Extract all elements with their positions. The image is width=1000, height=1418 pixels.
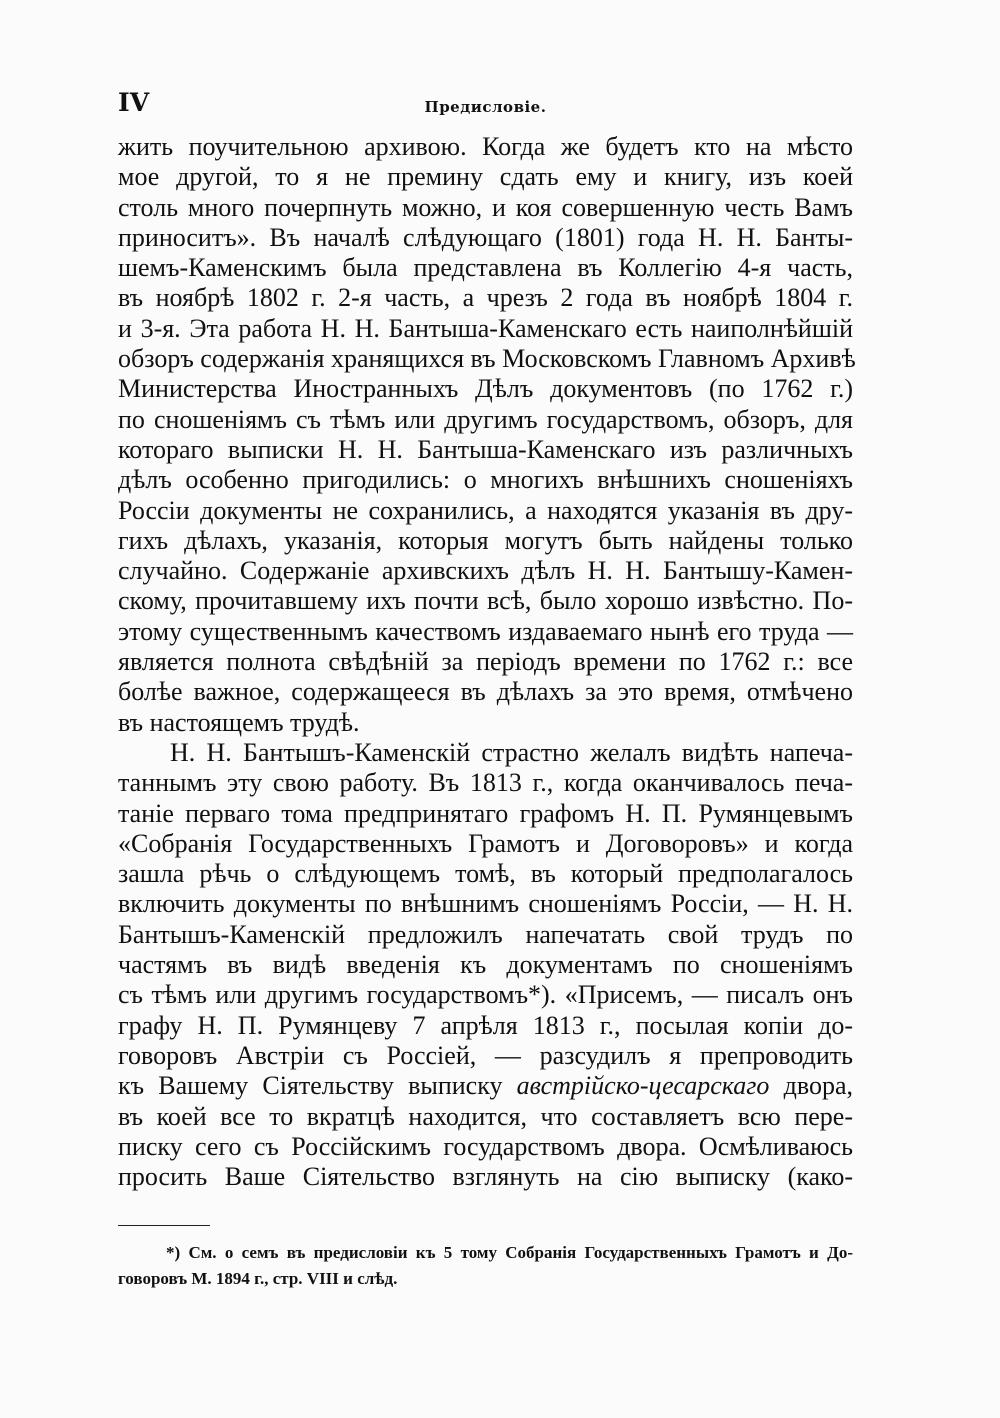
- body-text: [118, 132, 856, 1192]
- text-segment: двора,: [769, 1071, 853, 1101]
- text-line: приноситъ». Въ началѣ слѣдующаго (1801) года Н. Н. Банты-: [118, 222, 853, 252]
- text-line: столь много почерпнуть можно, и коя совершенную честь Вамъ: [118, 192, 853, 222]
- text-line: просить Ваше Сіятельство взглянуть на сію выписку (како-: [118, 1162, 853, 1192]
- text-line: болѣе важное, содержащееся въ дѣлахъ за это время, отмѣчено: [118, 677, 853, 707]
- text-line: «Собранія Государственныхъ Грамотъ и Договоровъ» и когда: [118, 828, 853, 858]
- text-line: зашла рѣчь о слѣдующемъ томѣ, въ который предполагалось: [118, 859, 853, 889]
- text-segment: къ Вашему Сіятельству выписку: [118, 1071, 517, 1101]
- text-line: по сношеніямъ съ тѣмъ или другимъ государствомъ, обзоръ, для: [118, 404, 853, 434]
- footnote-line: говоровъ М. 1894 г., стр. VIII и слѣд.: [118, 1269, 398, 1288]
- text-line: является полнота свѣдѣній за періодъ времени по 1762 г.: все: [118, 647, 853, 677]
- page-number: IV: [118, 88, 150, 117]
- running-title: Предисловіе.: [424, 98, 547, 116]
- text-line: котораго выписки Н. Н. Бантыша-Каменскаго изъ различныхъ: [118, 434, 853, 464]
- text-line: жить поучительною архивою. Когда же будетъ кто на мѣсто: [118, 132, 853, 161]
- footnote-line: *) См. о семъ въ предисловіи къ 5 тому Собранія Государственныхъ Грамотъ и До-: [166, 1243, 853, 1262]
- text-line: таннымъ эту свою работу. Въ 1813 г., когда оканчивалось печа-: [118, 768, 853, 798]
- text-line: графу Н. П. Румянцеву 7 апрѣля 1813 г., посылая копіи до-: [118, 1010, 853, 1040]
- text-line: говоровъ Австріи съ Россіей, — разсудилъ я препроводить: [118, 1040, 853, 1070]
- text-line: гихъ дѣлахъ, указанія, которыя могутъ быть найдены только: [118, 525, 853, 555]
- paragraph-start-line: Н. Н. Бантышъ-Каменскій страстно желалъ видѣть напеча-: [170, 737, 853, 767]
- text-line: дѣлъ особенно пригодились: о многихъ внѣшнихъ сношеніяхъ: [118, 465, 853, 495]
- footnote: [118, 1240, 853, 1292]
- text-line: съ тѣмъ или другимъ государствомъ*). «Присемъ, — писалъ онъ: [118, 980, 853, 1010]
- text-line: таніе перваго тома предпринятаго графомъ Н. П. Румянцевымъ: [118, 798, 853, 828]
- text-line: Россіи документы не сохранились, а находятся указанія въ дру-: [118, 495, 853, 525]
- text-line: обзоръ содержанія хранящихся въ Московскомъ Главномъ Архивѣ: [118, 344, 856, 374]
- text-line: частямъ въ видѣ введенія къ документамъ по сношеніямъ: [118, 950, 853, 980]
- text-line-with-italic: [118, 1071, 853, 1101]
- text-line: въ настоящемъ трудѣ.: [118, 707, 360, 737]
- footnote-separator: [118, 1225, 210, 1226]
- text-line: скому, прочитавшему ихъ почти всѣ, было хорошо извѣстно. По-: [118, 586, 853, 616]
- text-line: и 3-я. Эта работа Н. Н. Бантыша-Каменскаго есть наиполнѣйшій: [118, 313, 853, 343]
- text-line: Министерства Иностранныхъ Дѣлъ документовъ (по 1762 г.): [118, 374, 853, 404]
- text-line: включить документы по внѣшнимъ сношеніямъ Россіи, — Н. Н.: [118, 889, 853, 919]
- text-line: писку сего съ Россійскимъ государствомъ двора. Осмѣливаюсь: [118, 1131, 853, 1161]
- text-line: Бантышъ-Каменскій предложилъ напечатать свой трудъ по: [118, 919, 853, 949]
- text-line: мое другой, то я не премину сдать ему и книгу, изъ коей: [118, 162, 853, 192]
- text-line: въ ноябрѣ 1802 г. 2-я часть, а чрезъ 2 года въ ноябрѣ 1804 г.: [118, 283, 853, 313]
- text-line: шемъ-Каменскимъ была представлена въ Коллегію 4-я часть,: [118, 253, 853, 283]
- page-header: [118, 88, 853, 122]
- italic-phrase: австрійско-цесарскаго: [516, 1071, 770, 1101]
- text-line: въ коей все то вкратцѣ находится, что составляетъ всю пере-: [118, 1101, 853, 1131]
- text-line: случайно. Содержаніе архивскихъ дѣлъ Н. Н. Бантышу-Камен-: [118, 556, 853, 586]
- text-line: этому существеннымъ качествомъ издаваемаго нынѣ его труда —: [118, 616, 853, 646]
